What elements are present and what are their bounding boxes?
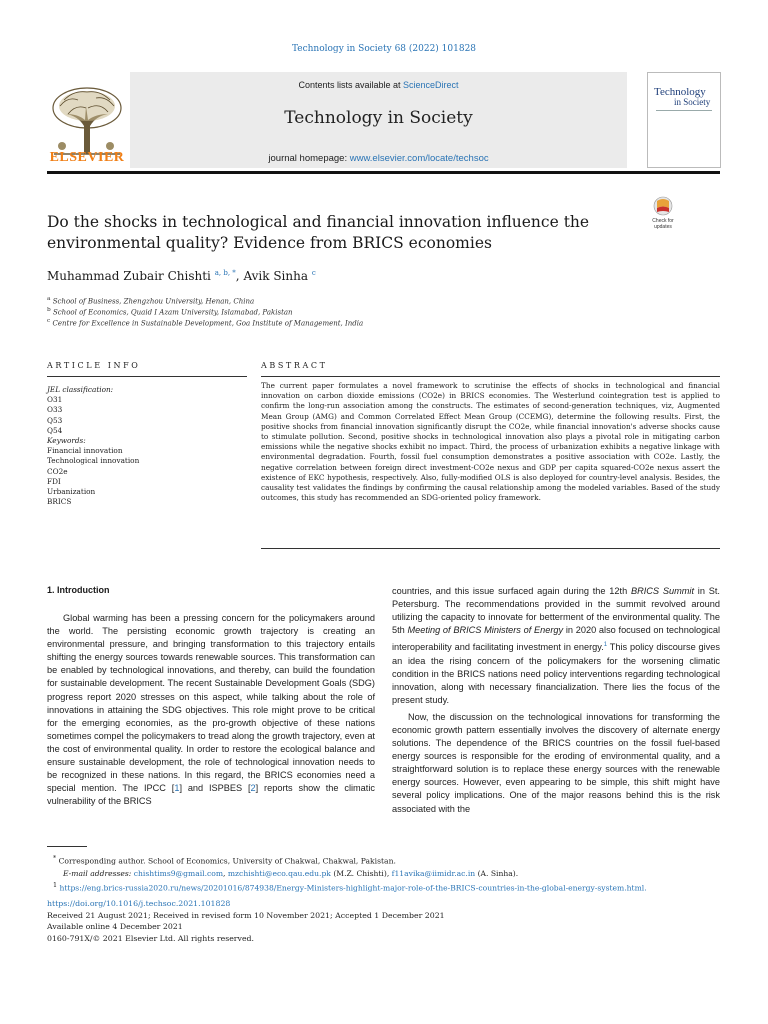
contents-line bbox=[130, 80, 627, 90]
email-link[interactable]: f11avika@iimidr.ac.in bbox=[391, 868, 476, 878]
jel-code: O31 bbox=[47, 395, 63, 405]
paragraph-text: ] and ISPBES [ bbox=[179, 783, 251, 794]
keyword: Urbanization bbox=[47, 487, 96, 497]
author-affiliation-marks[interactable]: a, b, * bbox=[214, 269, 236, 277]
jel-label: JEL classification: bbox=[47, 385, 114, 394]
article-info-heading: ARTICLE INFO bbox=[47, 361, 141, 370]
elsevier-wordmark: ELSEVIER bbox=[49, 150, 125, 165]
check-updates-line2: updates bbox=[654, 224, 672, 230]
publication-info bbox=[47, 898, 445, 944]
abstract-rule bbox=[261, 376, 720, 377]
reference-link[interactable]: 1 bbox=[174, 783, 180, 794]
article-info-list bbox=[47, 385, 247, 507]
abstract-heading: ABSTRACT bbox=[261, 361, 328, 370]
jel-code: Q53 bbox=[47, 415, 63, 425]
journal-cover-thumbnail[interactable] bbox=[647, 72, 721, 168]
footnote-text: , bbox=[223, 868, 228, 878]
author-name[interactable]: Muhammad Zubair Chishti bbox=[47, 269, 211, 283]
paragraph-text: Now, the discussion on the technological innovations for transforming the economic growth pattern essentially involves the discovery of alternate energy solutions. The dependence of the BRICS countries on the fossil fuel-based energy sources is responsible for the eroding of environmental quality, and a straightforward solution is to replace these energy sources with the renewable energy sources. However, even appearing to be simple, this shift might have several policy implications. One of the major reasons behind this is the risk associated with the bbox=[392, 711, 720, 814]
section-heading-introduction: 1. Introduction bbox=[47, 585, 110, 595]
journal-title: Technology in Society bbox=[284, 108, 473, 128]
header-divider bbox=[47, 171, 720, 174]
author-separator: , bbox=[235, 269, 244, 283]
journal-homepage-line bbox=[130, 153, 627, 164]
footnote-text: (M.Z. Chishti), bbox=[330, 868, 392, 878]
homepage-link[interactable]: www.elsevier.com/locate/techsoc bbox=[349, 153, 489, 164]
check-updates-line1: Check for bbox=[652, 218, 674, 224]
doi-link[interactable]: https://doi.org/10.1016/j.techsoc.2021.101828 bbox=[47, 899, 231, 908]
footnote-1 bbox=[53, 880, 720, 895]
contents-prefix: Contents lists available at bbox=[298, 80, 404, 90]
available-online-date: Available online 4 December 2021 bbox=[47, 922, 183, 931]
email-label: E-mail addresses: bbox=[63, 868, 134, 878]
article-title: Do the shocks in technological and financial innovation influence the environmental quality? Evidence from BRICS economies bbox=[47, 213, 590, 252]
affiliation-text: School of Economics, Quaid I Azam University, Islamabad, Pakistan bbox=[52, 308, 293, 317]
footnote-text: (A. Sinha). bbox=[475, 868, 519, 878]
article-info-rule bbox=[47, 376, 247, 377]
footnote-url-link[interactable]: https://eng.brics-russia2020.ru/news/20201016/874938/Energy-Ministers-highlight-major-role-of-the-BRICS-countries-in-the-global-energy-system.html. bbox=[59, 883, 647, 893]
affiliation-mark: b bbox=[47, 307, 51, 313]
email-note bbox=[63, 868, 720, 880]
email-link[interactable]: mzchishti@eco.qau.edu.pk bbox=[227, 868, 331, 878]
event-name: Meeting of BRICS Ministers of Energy bbox=[407, 625, 564, 636]
abstract-bottom-rule bbox=[261, 548, 720, 549]
email-link[interactable]: chishtims9@gmail.com bbox=[133, 868, 224, 878]
jel-code: O33 bbox=[47, 405, 63, 415]
journal-citation[interactable]: Technology in Society 68 (2022) 101828 bbox=[291, 44, 477, 54]
paragraph-text: ] reports show the climatic vulnerability of the BRICS bbox=[47, 783, 375, 807]
paragraph-text: in 2020 also focused on technological interoperability and facilitating investment in energy. bbox=[392, 625, 721, 653]
body-column-left bbox=[47, 612, 375, 808]
received-dates: Received 21 August 2021; Received in revised form 10 November 2021; Accepted 1 December 2021 bbox=[47, 910, 445, 920]
paragraph-text: This policy discourse gives an idea the rising concern of the policymakers for the worsening climatic condition in the BRICS nations need policy interventions regarding technological innovation, along with necessary financialization. There lies the focus of the present study. bbox=[392, 642, 720, 705]
affiliation-item bbox=[47, 307, 293, 316]
footnotes bbox=[47, 853, 720, 894]
copyright-notice: 0160-791X/© 2021 Elsevier Ltd. All rights reserved. bbox=[47, 933, 255, 943]
abstract-text: The current paper formulates a novel framework to scrutinise the effects of shocks in technological and financial innovation on carbon dioxide emissions (CO2e) in BRICS economies. The Westerlund cointegration test is applied to confirm the long-run association among the constructs. The estimates of second-generation techniques, viz, Augmented Mean Group (AMG) and Common Correlated Effect Mean Group (CCEMG), determine the following results. First, the positive shocks from financial innovation significantly disrupt the CO2e, while financial innovation's adverse shocks cause to stimulate pollution. Second, positive shocks in technological innovation also plays a pivotal role in mitigating carbon emissions while the negative shocks exhibit no impact. Third, the process of urbanization exhibits a negative linkage with environmental degradation. Fourth, fossil fuel consumption demonstrates a positive association with CO2e. Lastly, the negative correlation between foreign direct investment-CO2e nexus and GDP per capita squared-CO2e nexus assert the existence of EKC hypothesis, respectively. Also, fully-modified OLS is also deployed for country-level analysis. Besides, the causality test validates the findings by confirming the causal relationship among the modeled variables. Based of the study outcomes, this study has recommended an SDG-oriented policy framework. bbox=[261, 381, 720, 503]
keyword: Technological innovation bbox=[47, 456, 140, 466]
keyword: BRICS bbox=[47, 497, 72, 507]
affiliation-text: School of Business, Zhengzhou University, Henan, China bbox=[52, 297, 255, 306]
footnote-text: Corresponding author. School of Economics, University of Chakwal, Chakwal, Pakistan. bbox=[58, 856, 396, 866]
keywords-label: Keywords: bbox=[47, 436, 86, 446]
keyword: FDI bbox=[47, 476, 61, 486]
jel-code: Q54 bbox=[47, 425, 63, 435]
check-for-updates-icon[interactable] bbox=[648, 195, 678, 231]
paragraph bbox=[392, 585, 720, 707]
body-column-right bbox=[392, 585, 720, 816]
author-list bbox=[47, 269, 316, 283]
keyword: CO2e bbox=[47, 466, 68, 476]
homepage-prefix: journal homepage: bbox=[268, 153, 350, 164]
author-affiliation-marks[interactable]: c bbox=[311, 269, 316, 277]
paragraph-text: in St. Petersburg. The recommendations provided in the summit revolved around utilizing the capacity to innovate for betterment of the environmental quality. The 5th bbox=[392, 586, 720, 636]
paragraph bbox=[47, 612, 375, 808]
footnote-rule bbox=[47, 846, 87, 847]
paragraph-text: countries, and this issue surfaced again during the 12th bbox=[392, 586, 631, 596]
event-name: BRICS Summit bbox=[630, 586, 694, 596]
affiliation-mark: c bbox=[47, 318, 51, 324]
paragraph-text: Global warming has been a pressing concern for the policymakers around the world. The persisting economic growth trajectory is creating an environmental pressure, and bringing transformation to this trajectory entails shifting the energy sources towards renewable sources. This transformation can be enabled by technological innovations, and thereby, can build the foundation for sustainable development. The recent Sustainable Development Goals (SDG) progress report 2020 stresses on this aspect, while talking about the role of innovations in attaining the SDG objectives. This role might prove to be critical for the emerging economies, as the pro-growth objective of these nations sometimes compel the policymakers to tread along the growth trajectory, even at the cost of environmental quality. In order to restore the ecological balance and ensure sustainable development, the role of technological innovation needs to be recognized in these nations. In this regard, the BRICS economies need a special mention. The IPCC [ bbox=[47, 613, 375, 794]
cover-divider bbox=[656, 110, 712, 111]
footnote-mark: * bbox=[53, 855, 57, 862]
sciencedirect-link[interactable]: ScienceDirect bbox=[403, 80, 459, 90]
paragraph bbox=[392, 711, 720, 816]
keyword: Financial innovation bbox=[47, 446, 123, 456]
corresponding-author-note bbox=[53, 853, 720, 868]
author-name[interactable]: Avik Sinha bbox=[243, 269, 308, 283]
footnote-link[interactable]: 1 bbox=[603, 642, 608, 649]
cover-title-line2: in Society bbox=[674, 97, 711, 107]
affiliation-item bbox=[47, 296, 254, 305]
footnote-mark: 1 bbox=[53, 881, 58, 889]
affiliation-text: Centre for Excellence in Sustainable Development, Goa Institute of Management, India bbox=[52, 319, 364, 328]
affiliation-mark: a bbox=[47, 296, 51, 302]
reference-link[interactable]: 2 bbox=[250, 783, 256, 794]
affiliation-item bbox=[47, 318, 363, 327]
cover-title-line1: Technology bbox=[654, 86, 706, 98]
